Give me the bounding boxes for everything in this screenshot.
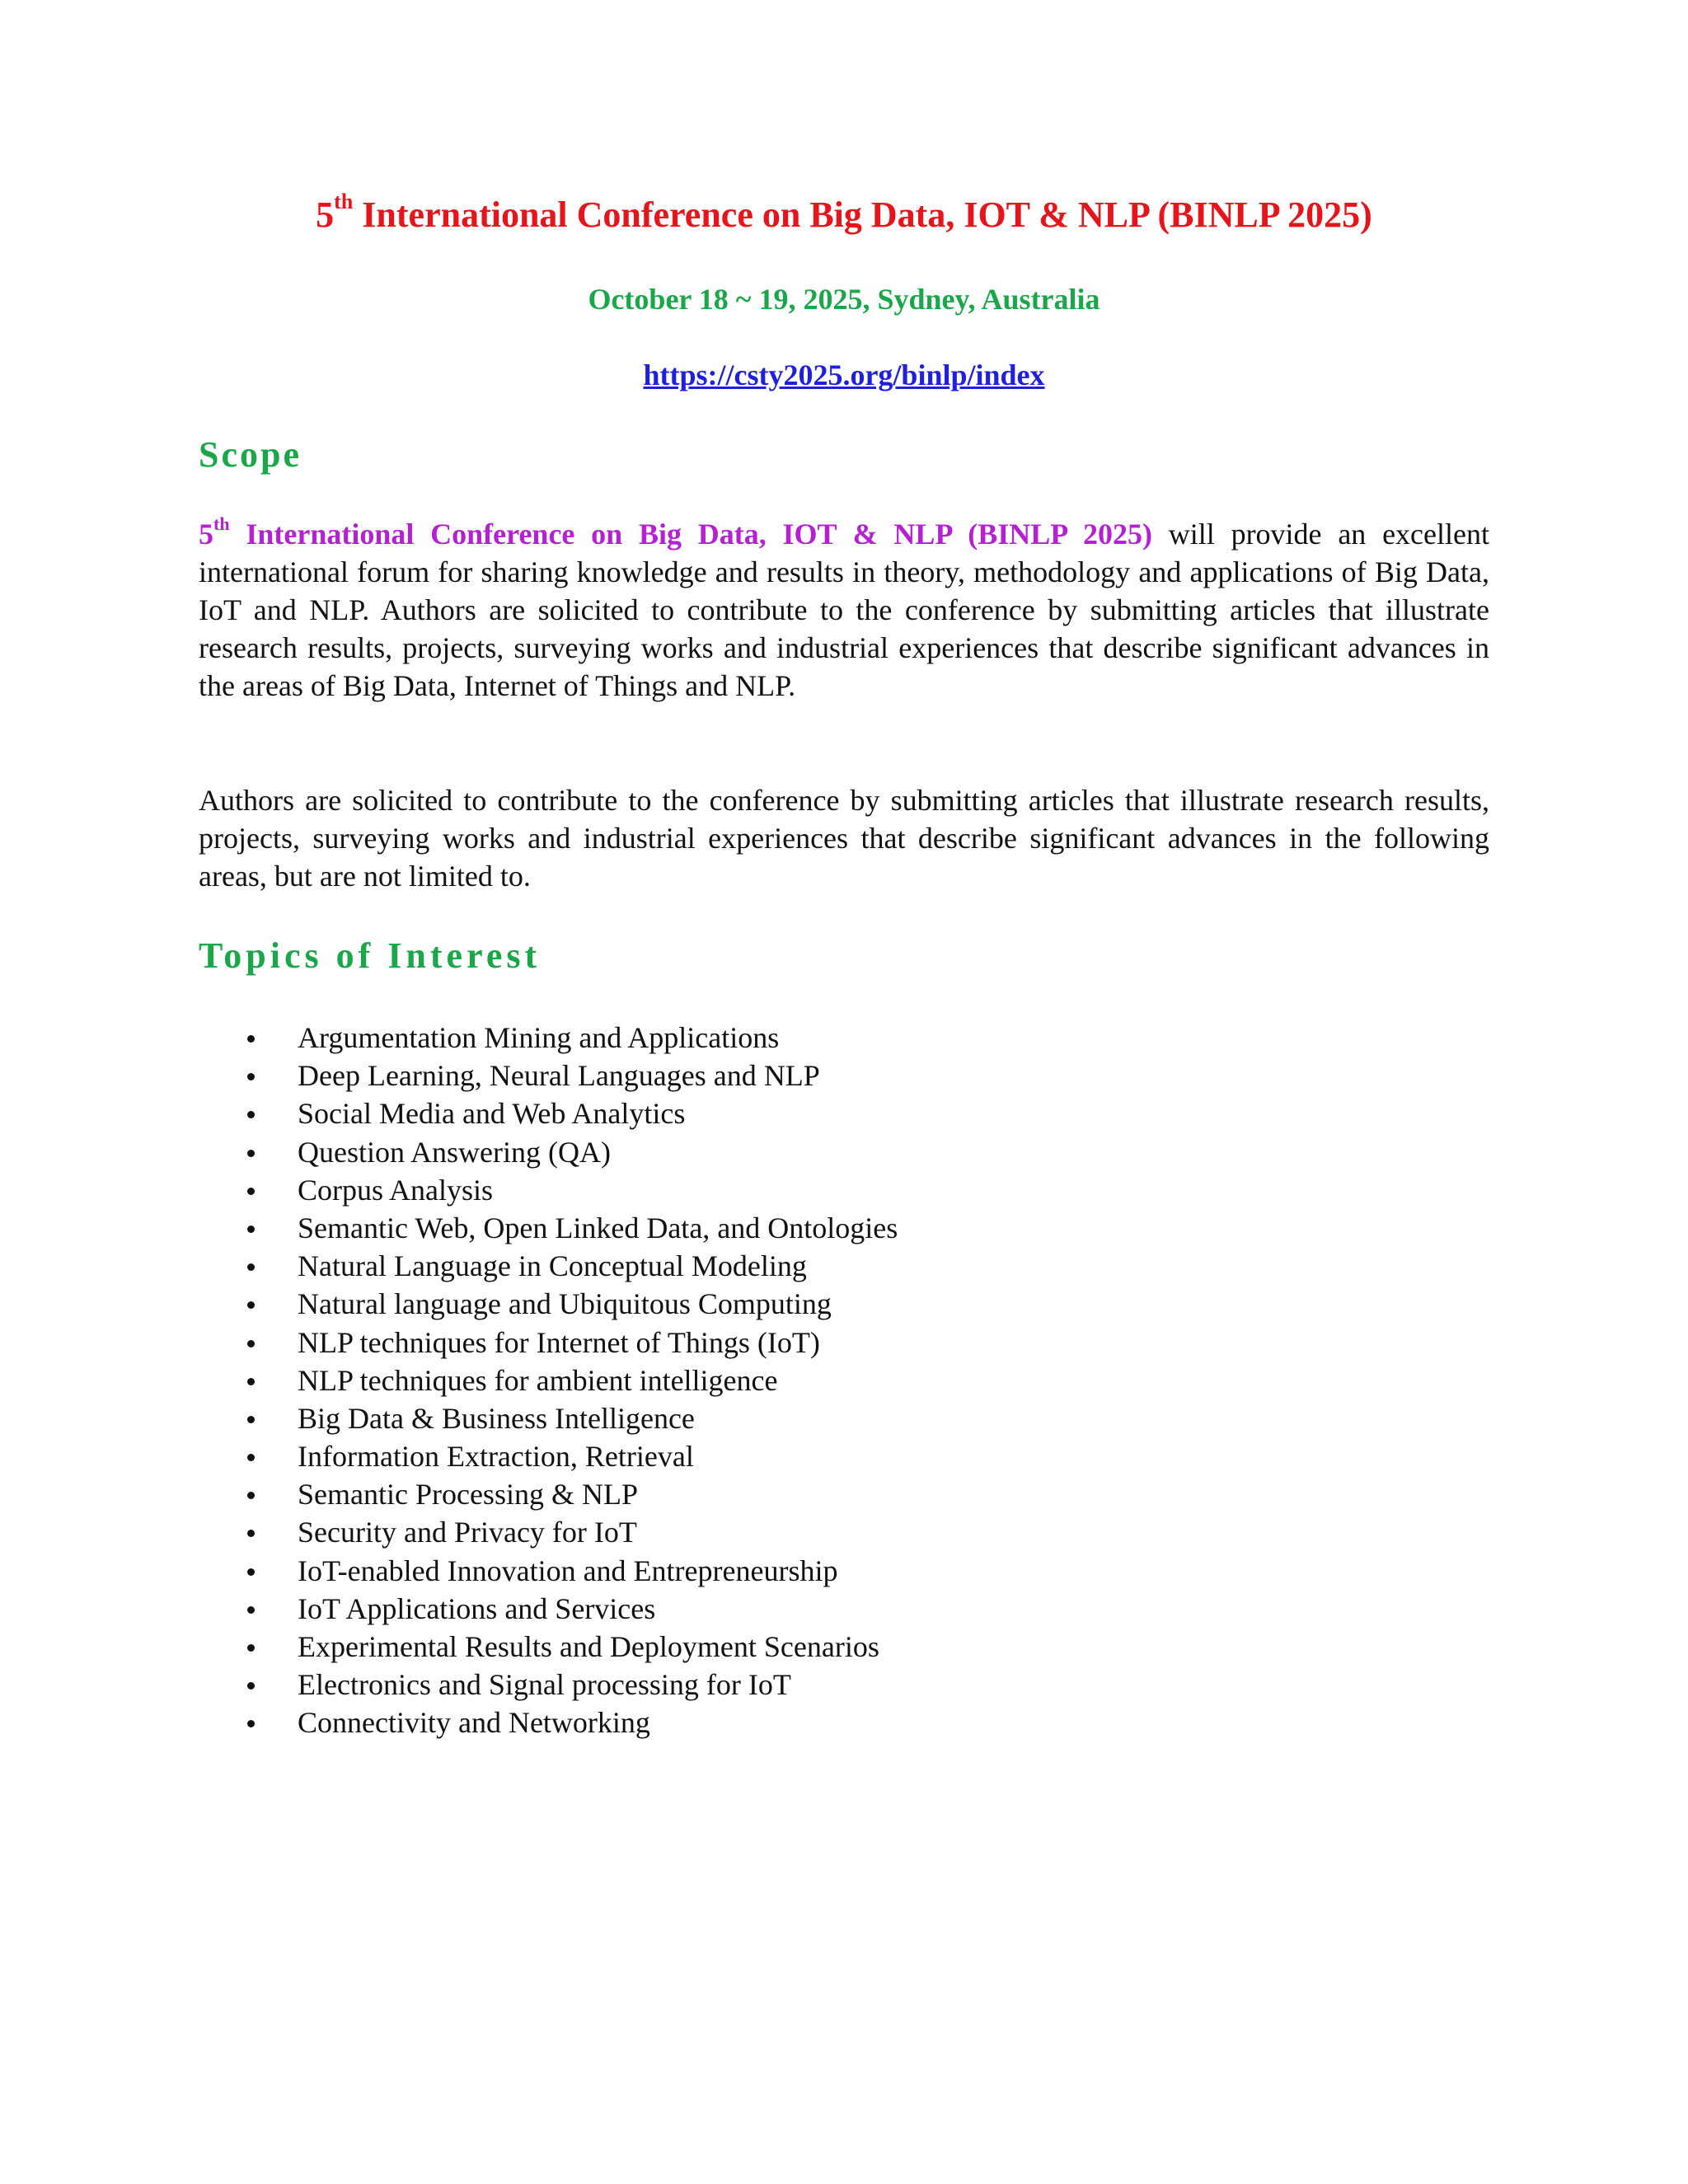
topic-item [247, 1590, 898, 1628]
topic-label: Big Data & Business Intelligence [298, 1401, 695, 1435]
title-ordinal-suffix: th [334, 190, 354, 214]
bullet-icon [247, 1111, 255, 1118]
bullet-icon [247, 1454, 255, 1461]
topic-item [247, 1475, 898, 1513]
topic-label: Natural language and Ubiquitous Computing [298, 1287, 832, 1321]
page-title [0, 192, 1688, 238]
topic-item [247, 1628, 898, 1666]
topic-label: Semantic Processing & NLP [298, 1478, 638, 1511]
topic-item [247, 1399, 898, 1437]
topic-item [247, 1324, 898, 1361]
bullet-icon [247, 1530, 255, 1537]
topic-label: Information Extraction, Retrieval [298, 1440, 694, 1474]
topic-label: Electronics and Signal processing for IoT [298, 1668, 791, 1702]
conference-name [199, 513, 1153, 551]
scope-paragraph-1-text: will provide an excellent international forum for sharing knowledge and results in theory, methodology and applications of Big Data, IoT and NLP. Authors are solicited to contribute to the conference by submitting articles that illustrate research results, projects, surveying works and industrial experiences that describe significant advances in the areas of Big Data, Internet of Things and NLP. [199, 518, 1489, 702]
title-text: International Conference on Big Data, IOT & NLP (BINLP 2025) [353, 194, 1372, 235]
topic-item [247, 1513, 898, 1551]
topics-heading: Topics of Interest [199, 935, 542, 976]
bullet-icon [247, 1301, 255, 1309]
conference-url [0, 356, 1688, 394]
topic-label: Question Answering (QA) [298, 1135, 611, 1169]
topic-item [247, 1285, 898, 1323]
bullet-icon [247, 1073, 255, 1080]
bullet-icon [247, 1682, 255, 1690]
topic-item [247, 1704, 898, 1741]
topic-item [247, 1209, 898, 1247]
conference-link[interactable]: https://csty2025.org/binlp/index [643, 359, 1045, 391]
bullet-icon [247, 1492, 255, 1499]
bullet-icon [247, 1568, 255, 1576]
conference-dates: October 18 ~ 19, 2025, Sydney, Australia [588, 283, 1100, 316]
topic-item [247, 1094, 898, 1132]
bullet-icon [247, 1035, 255, 1043]
bullet-icon [247, 1720, 255, 1727]
topic-item [247, 1247, 898, 1285]
topic-label: Connectivity and Networking [298, 1706, 650, 1740]
bullet-icon [247, 1188, 255, 1195]
conference-name-suffix: th [213, 513, 230, 534]
topic-item [247, 1019, 898, 1057]
topic-item [247, 1133, 898, 1171]
topic-label: Argumentation Mining and Applications [298, 1021, 780, 1054]
scope-heading: Scope [199, 434, 302, 475]
bullet-icon [247, 1378, 255, 1385]
bullet-icon [247, 1226, 255, 1233]
topic-label: Security and Privacy for IoT [298, 1516, 637, 1549]
topic-label: Deep Learning, Neural Languages and NLP [298, 1059, 820, 1093]
topic-label: IoT-enabled Innovation and Entrepreneurship [298, 1554, 838, 1587]
bullet-icon [247, 1263, 255, 1271]
topic-item [247, 1171, 898, 1209]
topics-list [247, 1019, 898, 1742]
bullet-icon [247, 1644, 255, 1652]
topic-item [247, 1057, 898, 1094]
topic-label: Semantic Web, Open Linked Data, and Ontologies [298, 1211, 898, 1244]
bullet-icon [247, 1606, 255, 1614]
topic-label: IoT Applications and Services [298, 1591, 656, 1625]
topic-label: Experimental Results and Deployment Scenarios [298, 1630, 879, 1663]
topic-label: Natural Language in Conceptual Modeling [298, 1249, 807, 1283]
topic-item [247, 1437, 898, 1475]
scope-paragraph-2: Authors are solicited to contribute to the conference by submitting articles that illustrate research results, projects, surveying works and industrial experiences that describe significant advances in the following areas, but are not limited to. [199, 784, 1489, 893]
topic-label: Corpus Analysis [298, 1173, 494, 1207]
topic-item [247, 1666, 898, 1704]
topic-label: NLP techniques for Internet of Things (IoT) [298, 1325, 820, 1359]
topic-label: NLP techniques for ambient intelligence [298, 1363, 778, 1397]
conference-name-text: International Conference on Big Data, IOT & NLP (BINLP 2025) [229, 518, 1153, 551]
bullet-icon [247, 1150, 255, 1157]
conference-name-ordinal: 5 [199, 518, 213, 551]
topic-item [247, 1552, 898, 1590]
bullet-icon [247, 1416, 255, 1423]
topic-item [247, 1361, 898, 1399]
scope-paragraph-1 [199, 515, 1489, 705]
bullet-icon [247, 1340, 255, 1347]
title-ordinal: 5 [316, 194, 335, 235]
topic-label: Social Media and Web Analytics [298, 1097, 686, 1131]
